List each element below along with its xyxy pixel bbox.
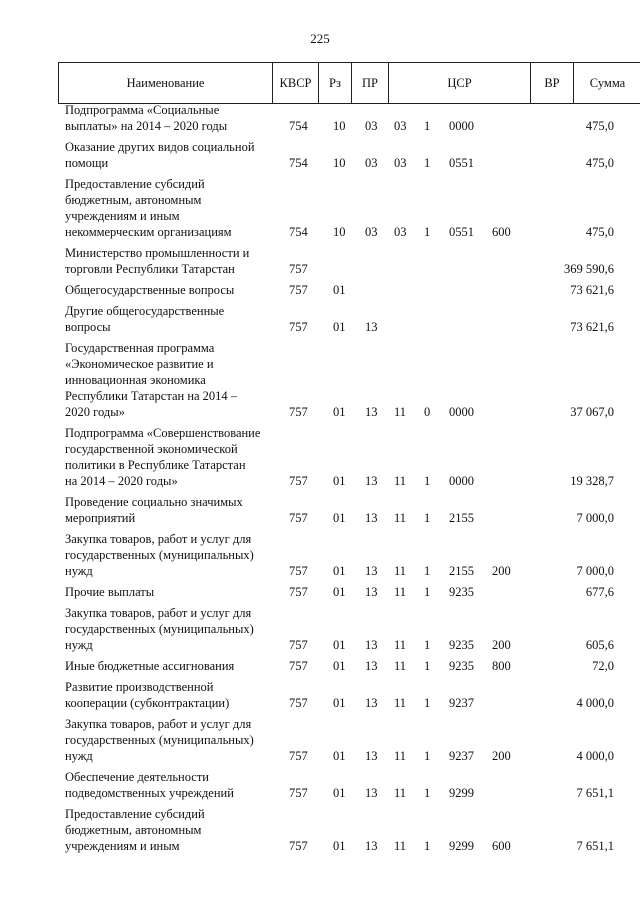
row-name xyxy=(65,716,267,764)
row-name-line: государственных (муниципальных) xyxy=(65,548,254,562)
cell-rz: 01 xyxy=(333,839,346,853)
header-vr: ВР xyxy=(531,63,574,103)
cell-pr: 13 xyxy=(365,839,378,853)
cell-sum: 4 000,0 xyxy=(576,696,614,710)
cell-rz: 01 xyxy=(333,283,346,297)
cell-kvsr: 757 xyxy=(289,839,308,853)
row-name xyxy=(65,769,267,801)
cell-rz: 01 xyxy=(333,585,346,599)
cell-rz: 10 xyxy=(333,156,346,170)
table-row xyxy=(0,806,640,854)
table-row xyxy=(0,282,640,298)
cell-c1: 03 xyxy=(394,156,407,170)
cell-sum: 7 000,0 xyxy=(576,511,614,525)
table-row xyxy=(0,605,640,653)
row-name xyxy=(65,282,267,298)
cell-c2: 1 xyxy=(424,585,431,599)
row-name-line: Министерство промышленности и xyxy=(65,246,250,260)
cell-c3: 9237 xyxy=(449,749,474,763)
table-row xyxy=(0,769,640,801)
cell-pr: 13 xyxy=(365,320,378,334)
row-name xyxy=(65,139,267,171)
table-row xyxy=(0,340,640,420)
cell-c3: 0000 xyxy=(449,474,474,488)
row-name-line: государственной экономической xyxy=(65,442,238,456)
cell-c2: 1 xyxy=(424,839,431,853)
cell-kvsr: 757 xyxy=(289,511,308,525)
cell-c3: 0551 xyxy=(449,156,474,170)
table-row xyxy=(0,584,640,600)
header-csr: ЦСР xyxy=(389,63,531,103)
row-name xyxy=(65,425,267,489)
cell-pr: 13 xyxy=(365,659,378,673)
table-row xyxy=(0,176,640,240)
cell-kvsr: 757 xyxy=(289,320,308,334)
row-name xyxy=(65,531,267,579)
cell-rz: 01 xyxy=(333,659,346,673)
row-name xyxy=(65,658,267,674)
cell-c1: 11 xyxy=(394,659,407,673)
row-name-line: Развитие производственной xyxy=(65,680,214,694)
page-number: 225 xyxy=(310,31,330,46)
cell-rz: 01 xyxy=(333,749,346,763)
row-name-line: Закупка товаров, работ и услуг для xyxy=(65,606,252,620)
row-name-line: учреждениям и иным xyxy=(65,209,180,223)
cell-c1: 11 xyxy=(394,638,407,652)
cell-c2: 1 xyxy=(424,638,431,652)
table-row xyxy=(0,425,640,489)
cell-sum: 7 651,1 xyxy=(576,839,614,853)
row-name-line: «Экономическое развитие и xyxy=(65,357,214,371)
cell-c3: 9235 xyxy=(449,585,474,599)
cell-rz: 01 xyxy=(333,786,346,800)
table-row xyxy=(0,716,640,764)
row-name-line: Обеспечение деятельности xyxy=(65,770,210,784)
cell-c1: 11 xyxy=(394,405,407,419)
row-name-line: мероприятий xyxy=(65,511,136,525)
cell-c1: 11 xyxy=(394,511,407,525)
cell-rz: 10 xyxy=(333,119,346,133)
row-name-line: бюджетным, автономным xyxy=(65,823,202,837)
cell-sum: 19 328,7 xyxy=(570,474,614,488)
cell-c3: 9299 xyxy=(449,786,474,800)
row-name-line: государственных (муниципальных) xyxy=(65,622,254,636)
cell-pr: 13 xyxy=(365,474,378,488)
table-row xyxy=(0,102,640,134)
cell-sum: 605,6 xyxy=(585,638,614,652)
cell-c3: 9237 xyxy=(449,696,474,710)
header-name: Наименование xyxy=(59,63,273,103)
cell-c2: 1 xyxy=(424,511,431,525)
row-name-line: некоммерческим организациям xyxy=(65,225,232,239)
row-name-line: учреждениям и иным xyxy=(65,839,180,853)
row-name xyxy=(65,679,267,711)
row-name-line: Предоставление субсидий xyxy=(65,177,205,191)
cell-sum: 475,0 xyxy=(585,156,614,170)
table-row xyxy=(0,531,640,579)
cell-c3: 9299 xyxy=(449,839,474,853)
row-name-line: Другие общегосударственные xyxy=(65,304,225,318)
cell-sum: 72,0 xyxy=(592,659,614,673)
cell-vr: 200 xyxy=(492,749,511,763)
cell-pr: 03 xyxy=(365,225,378,239)
cell-kvsr: 757 xyxy=(289,585,308,599)
row-name-line: Оказание других видов социальной xyxy=(65,140,255,154)
cell-sum: 7 000,0 xyxy=(576,564,614,578)
row-name-line: нужд xyxy=(65,638,93,652)
cell-pr: 13 xyxy=(365,511,378,525)
cell-c1: 11 xyxy=(394,585,407,599)
cell-c2: 1 xyxy=(424,749,431,763)
cell-vr: 800 xyxy=(492,659,511,673)
cell-c1: 11 xyxy=(394,749,407,763)
cell-rz: 01 xyxy=(333,474,346,488)
row-name xyxy=(65,806,267,854)
row-name-line: бюджетным, автономным xyxy=(65,193,202,207)
cell-kvsr: 757 xyxy=(289,262,308,276)
cell-rz: 01 xyxy=(333,405,346,419)
cell-pr: 13 xyxy=(365,585,378,599)
cell-c2: 1 xyxy=(424,564,431,578)
cell-vr: 600 xyxy=(492,225,511,239)
table-row xyxy=(0,494,640,526)
row-name-line: инновационная экономика xyxy=(65,373,206,387)
row-name-line: подведомственных учреждений xyxy=(65,786,234,800)
cell-rz: 01 xyxy=(333,638,346,652)
row-name xyxy=(65,584,267,600)
cell-rz: 01 xyxy=(333,511,346,525)
row-name-line: нужд xyxy=(65,749,93,763)
table-row xyxy=(0,303,640,335)
cell-rz: 01 xyxy=(333,564,346,578)
cell-rz: 10 xyxy=(333,225,346,239)
cell-sum: 475,0 xyxy=(585,225,614,239)
row-name-line: нужд xyxy=(65,564,93,578)
cell-pr: 13 xyxy=(365,405,378,419)
cell-kvsr: 757 xyxy=(289,405,308,419)
cell-c1: 11 xyxy=(394,696,407,710)
cell-vr: 600 xyxy=(492,839,511,853)
row-name-line: Общегосударственные вопросы xyxy=(65,283,235,297)
row-name-line: Прочие выплаты xyxy=(65,585,155,599)
row-name-line: политики в Республике Татарстан xyxy=(65,458,246,472)
cell-c3: 0000 xyxy=(449,405,474,419)
cell-sum: 7 651,1 xyxy=(576,786,614,800)
cell-c2: 0 xyxy=(424,405,431,419)
row-name-line: Закупка товаров, работ и услуг для xyxy=(65,532,252,546)
table-row xyxy=(0,245,640,277)
row-name-line: Подпрограмма «Совершенствование xyxy=(65,426,261,440)
cell-kvsr: 757 xyxy=(289,474,308,488)
row-name-line: вопросы xyxy=(65,320,111,334)
cell-sum: 37 067,0 xyxy=(570,405,614,419)
cell-c3: 2155 xyxy=(449,564,474,578)
row-name-line: кооперации (субконтрактации) xyxy=(65,696,230,710)
cell-kvsr: 757 xyxy=(289,659,308,673)
cell-c3: 9235 xyxy=(449,638,474,652)
cell-c1: 11 xyxy=(394,839,407,853)
row-name xyxy=(65,303,267,335)
row-name xyxy=(65,176,267,240)
header-pr: ПР xyxy=(352,63,389,103)
cell-c2: 1 xyxy=(424,659,431,673)
table-row xyxy=(0,139,640,171)
cell-sum: 369 590,6 xyxy=(564,262,614,276)
cell-c2: 1 xyxy=(424,696,431,710)
cell-rz: 01 xyxy=(333,696,346,710)
cell-sum: 73 621,6 xyxy=(570,320,614,334)
cell-c1: 11 xyxy=(394,786,407,800)
cell-c2: 1 xyxy=(424,225,431,239)
cell-pr: 13 xyxy=(365,786,378,800)
header-kvsr: КВСР xyxy=(273,63,319,103)
row-name-line: выплаты» на 2014 – 2020 годы xyxy=(65,119,228,133)
row-name-line: 2020 годы» xyxy=(65,405,125,419)
header-rz: Рз xyxy=(319,63,352,103)
row-name-line: Закупка товаров, работ и услуг для xyxy=(65,717,252,731)
row-name xyxy=(65,340,267,420)
row-name xyxy=(65,605,267,653)
cell-kvsr: 757 xyxy=(289,786,308,800)
cell-sum: 475,0 xyxy=(585,119,614,133)
cell-kvsr: 757 xyxy=(289,564,308,578)
cell-sum: 677,6 xyxy=(585,585,614,599)
cell-c3: 2155 xyxy=(449,511,474,525)
header-sum: Сумма xyxy=(589,75,626,90)
row-name-line: Республики Татарстан на 2014 – xyxy=(65,389,238,403)
cell-c3: 0000 xyxy=(449,119,474,133)
cell-c1: 11 xyxy=(394,474,407,488)
cell-c2: 1 xyxy=(424,786,431,800)
cell-c1: 03 xyxy=(394,225,407,239)
cell-kvsr: 757 xyxy=(289,638,308,652)
cell-kvsr: 757 xyxy=(289,696,308,710)
cell-vr: 200 xyxy=(492,564,511,578)
table-row xyxy=(0,658,640,674)
cell-c3: 9235 xyxy=(449,659,474,673)
row-name-line: Предоставление субсидий xyxy=(65,807,205,821)
cell-c3: 0551 xyxy=(449,225,474,239)
cell-rz: 01 xyxy=(333,320,346,334)
table-row xyxy=(0,679,640,711)
cell-c2: 1 xyxy=(424,119,431,133)
cell-sum: 73 621,6 xyxy=(570,283,614,297)
row-name-line: Подпрограмма «Социальные xyxy=(65,103,220,117)
row-name xyxy=(65,245,267,277)
cell-c2: 1 xyxy=(424,474,431,488)
cell-pr: 13 xyxy=(365,749,378,763)
cell-pr: 13 xyxy=(365,564,378,578)
cell-vr: 200 xyxy=(492,638,511,652)
row-name-line: на 2014 – 2020 годы» xyxy=(65,474,178,488)
cell-pr: 13 xyxy=(365,638,378,652)
row-name-line: торговли Республики Татарстан xyxy=(65,262,235,276)
row-name-line: государственных (муниципальных) xyxy=(65,733,254,747)
row-name xyxy=(65,494,267,526)
row-name-line: Государственная программа xyxy=(65,341,215,355)
row-name-line: Иные бюджетные ассигнования xyxy=(65,659,235,673)
cell-c2: 1 xyxy=(424,156,431,170)
row-name-line: помощи xyxy=(65,156,109,170)
cell-pr: 03 xyxy=(365,156,378,170)
cell-sum: 4 000,0 xyxy=(576,749,614,763)
cell-kvsr: 754 xyxy=(289,156,308,170)
cell-kvsr: 757 xyxy=(289,283,308,297)
cell-kvsr: 754 xyxy=(289,119,308,133)
cell-kvsr: 757 xyxy=(289,749,308,763)
cell-c1: 03 xyxy=(394,119,407,133)
row-name xyxy=(65,102,267,134)
cell-pr: 03 xyxy=(365,119,378,133)
table-header xyxy=(58,62,640,104)
cell-pr: 13 xyxy=(365,696,378,710)
row-name-line: Проведение социально значимых xyxy=(65,495,243,509)
cell-kvsr: 754 xyxy=(289,225,308,239)
cell-c1: 11 xyxy=(394,564,407,578)
